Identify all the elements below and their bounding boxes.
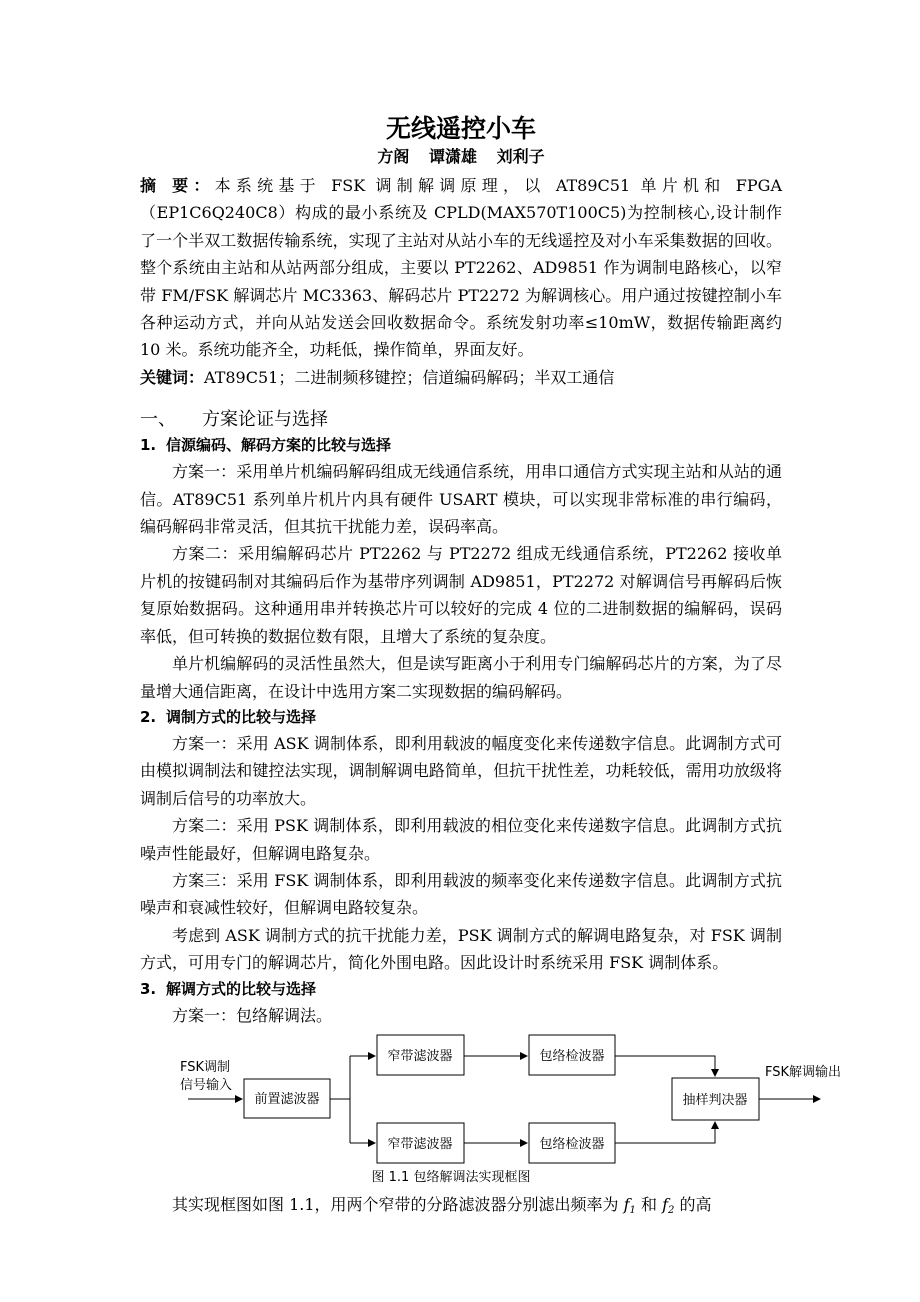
input-label-line2: 信号输入 (180, 1077, 233, 1093)
frequency-symbol-2: f (662, 1194, 669, 1214)
paragraph: 方案二：采用 PSK 调制体系，即利用载波的相位变化来传递数字信息。此调制方式抗噪声性能最好，但解调电路复杂。 (140, 816, 782, 863)
subsection-heading-3 (140, 977, 782, 1002)
section-number: 一、 (140, 409, 176, 431)
document-page (140, 112, 842, 1224)
subsection-number: 3. (140, 979, 157, 998)
bandpass-bottom-label: 窄带滤波器 (387, 1136, 453, 1152)
envelope-bottom-label: 包络检波器 (539, 1136, 605, 1152)
section-heading (140, 407, 782, 433)
subsection-title: 调制方式的比较与选择 (166, 707, 317, 726)
decider-label: 抽样判决器 (682, 1092, 748, 1108)
block-diagram-svg (178, 1032, 878, 1167)
abstract-label: 摘 要： (140, 176, 215, 195)
frequency-subscript-2: 2 (668, 1204, 675, 1216)
subsection-title: 解调方式的比较与选择 (166, 979, 317, 998)
figure-caption: 图 1.1 包络解调法实现框图 (371, 1169, 531, 1185)
bandpass-top-label: 窄带滤波器 (387, 1048, 453, 1064)
last-line-before: 其实现框图如图 1.1，用两个窄带的分路滤波器分别滤出频率为 (172, 1194, 624, 1214)
paragraph: 方案二：采用编解码芯片 PT2262 与 PT2272 组成无线通信系统，PT2262 接收单片机的按键码制对其编码后作为基带序列调制 AD9851，PT2272 对解调信号再解码后恢复原始数据码。这种通用串并转换芯片可以较好的完成 4 位的二进制数据的编解码，误码率低，但可转换的数据位数有限，且增大了系统的复杂度。 (140, 544, 782, 646)
frequency-subscript-1: 1 (629, 1204, 636, 1216)
envelope-top-to-decider (615, 1056, 715, 1076)
frequency-symbol-1: f (623, 1194, 630, 1214)
paragraph: 方案一：包络解调法。 (172, 1005, 333, 1025)
paragraph: 方案一：采用单片机编码解码组成无线通信系统，用串口通信方式实现主站和从站的通信。AT89C51 系列单片机片内具有硬件 USART 模块，可以实现非常标准的串行编码，编码解码非常灵活，但其抗干扰能力差，误码率高。 (140, 462, 782, 537)
prefilter-label: 前置滤波器 (254, 1091, 320, 1107)
subsection-title: 信源编码、解码方案的比较与选择 (166, 436, 392, 455)
subsection-heading-1 (140, 433, 782, 458)
envelope-bottom-to-decider (615, 1122, 715, 1143)
subsection-number: 1. (140, 436, 157, 455)
authors: 方阁 谭潇雄 刘利子 (377, 147, 545, 166)
abstract-text: 本系统基于 FSK 调制解调原理，以 AT89C51 单片机和 FPGA（EP1C6Q240C8）构成的最小系统及 CPLD(MAX570T100C5)为控制核心,设计制作了一个半双工数据传输系统，实现了主站对从站小车的无线遥控及对小车采集数据的回收。整个系统由主站和从站两部分组成，主要以 PT2262、AD9851 作为调制电路核心，以窄带 FM/FSK 解调芯片 MC3363、解码芯片 PT2272 为解调核心。用户通过按键控制小车各种运动方式，并向从站发送会回收数据命令。系统发射功率≤10mW，数据传输距离约 10 米。系统功能齐全，功耗低，操作简单，界面友好。 (140, 176, 782, 360)
subsection-number: 2. (140, 707, 157, 726)
last-line-mid: 和 (635, 1194, 663, 1214)
subsection-heading-2 (140, 705, 782, 730)
section-title: 方案论证与选择 (202, 409, 328, 431)
abstract (140, 172, 782, 364)
keywords-text: AT89C51；二进制频移键控；信道编码解码；半双工通信 (204, 367, 615, 387)
paragraph: 方案一：采用 ASK 调制体系，即利用载波的幅度变化来传递数字信息。此调制方式可由模拟调制法和键控法实现，调制解调电路简单，但抗干扰性差，功耗较低，需用功放级将调制后信号的功率放大。 (140, 733, 782, 808)
paragraph: 单片机编解码的灵活性虽然大，但是读写距离小于利用专门编解码芯片的方案，为了尽量增大通信距离，在设计中选用方案二实现数据的编码解码。 (140, 654, 782, 701)
paragraph: 考虑到 ASK 调制方式的抗干扰能力差，PSK 调制方式的解调电路复杂，对 FSK 调制方式，可用专门的解调芯片，简化外围电路。因此设计时系统采用 FSK 调制体系。 (140, 925, 782, 973)
output-label: FSK解调输出 (765, 1064, 842, 1080)
envelope-top-label: 包络检波器 (539, 1048, 605, 1064)
keywords (140, 364, 782, 391)
last-paragraph-line (140, 1191, 782, 1224)
paper-title: 无线遥控小车 (385, 114, 536, 143)
last-line-after: 的高 (674, 1194, 712, 1214)
paragraph: 方案三：采用 FSK 调制体系，即利用载波的频率变化来传递数字信息。此调制方式抗噪声和衰减性较好，但解调电路较复杂。 (140, 870, 782, 918)
block-diagram (178, 1032, 878, 1167)
keywords-label: 关键词： (140, 367, 205, 387)
input-label-line1: FSK调制 (180, 1059, 231, 1075)
